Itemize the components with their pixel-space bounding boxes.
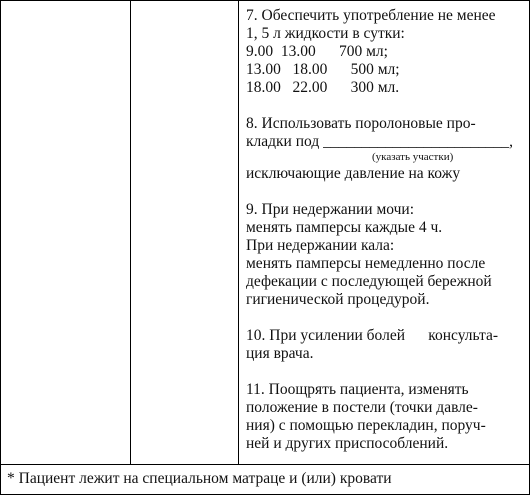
footnote-divider bbox=[1, 464, 529, 465]
item-line: менять памперсы немедленно после bbox=[246, 255, 486, 272]
item-line: 9.00 13.00 700 мл; bbox=[246, 43, 388, 60]
item-line: кладки под ________________________, bbox=[246, 133, 513, 150]
item-line: 9. При недержании мочи: bbox=[246, 201, 415, 218]
item-line: 1, 5 л жидкости в сутки: bbox=[246, 25, 405, 42]
item-line: дефекации с последующей бережной bbox=[246, 273, 492, 290]
item-7 bbox=[246, 7, 526, 97]
interventions-column bbox=[246, 7, 526, 453]
item-11 bbox=[246, 381, 526, 453]
item-line: положение в постели (точки давле- bbox=[246, 399, 478, 416]
item-line: 13.00 18.00 500 мл; bbox=[246, 61, 400, 78]
item-line: При недержании кала: bbox=[246, 237, 395, 254]
item-hint: (указать участки) bbox=[372, 151, 454, 163]
item-9 bbox=[246, 201, 526, 309]
item-line: ния) с помощью перекладин, поруч- bbox=[246, 417, 486, 434]
item-line: ция врача. bbox=[246, 345, 314, 362]
item-line: 18.00 22.00 300 мл. bbox=[246, 79, 400, 96]
item-line: исключающие давление на кожу bbox=[246, 165, 461, 182]
item-8 bbox=[246, 115, 526, 183]
column-divider-1 bbox=[130, 1, 131, 464]
item-10 bbox=[246, 327, 526, 363]
item-line: 11. Поощрять пациента, изменять bbox=[246, 381, 469, 398]
footnote: * Пациент лежит на специальном матраце и (или) кровати bbox=[7, 470, 392, 487]
item-line: 7. Обеспечить употребление не менее bbox=[246, 7, 496, 24]
item-line: 10. При усилении болей консульта- bbox=[246, 327, 499, 344]
item-line: гигиенической процедурой. bbox=[246, 291, 430, 308]
item-line: ней и других приспособлений. bbox=[246, 435, 449, 452]
item-line: 8. Использовать поролоновые про- bbox=[246, 115, 476, 132]
column-divider-2 bbox=[238, 1, 239, 464]
item-line: менять памперсы каждые 4 ч. bbox=[246, 219, 443, 236]
